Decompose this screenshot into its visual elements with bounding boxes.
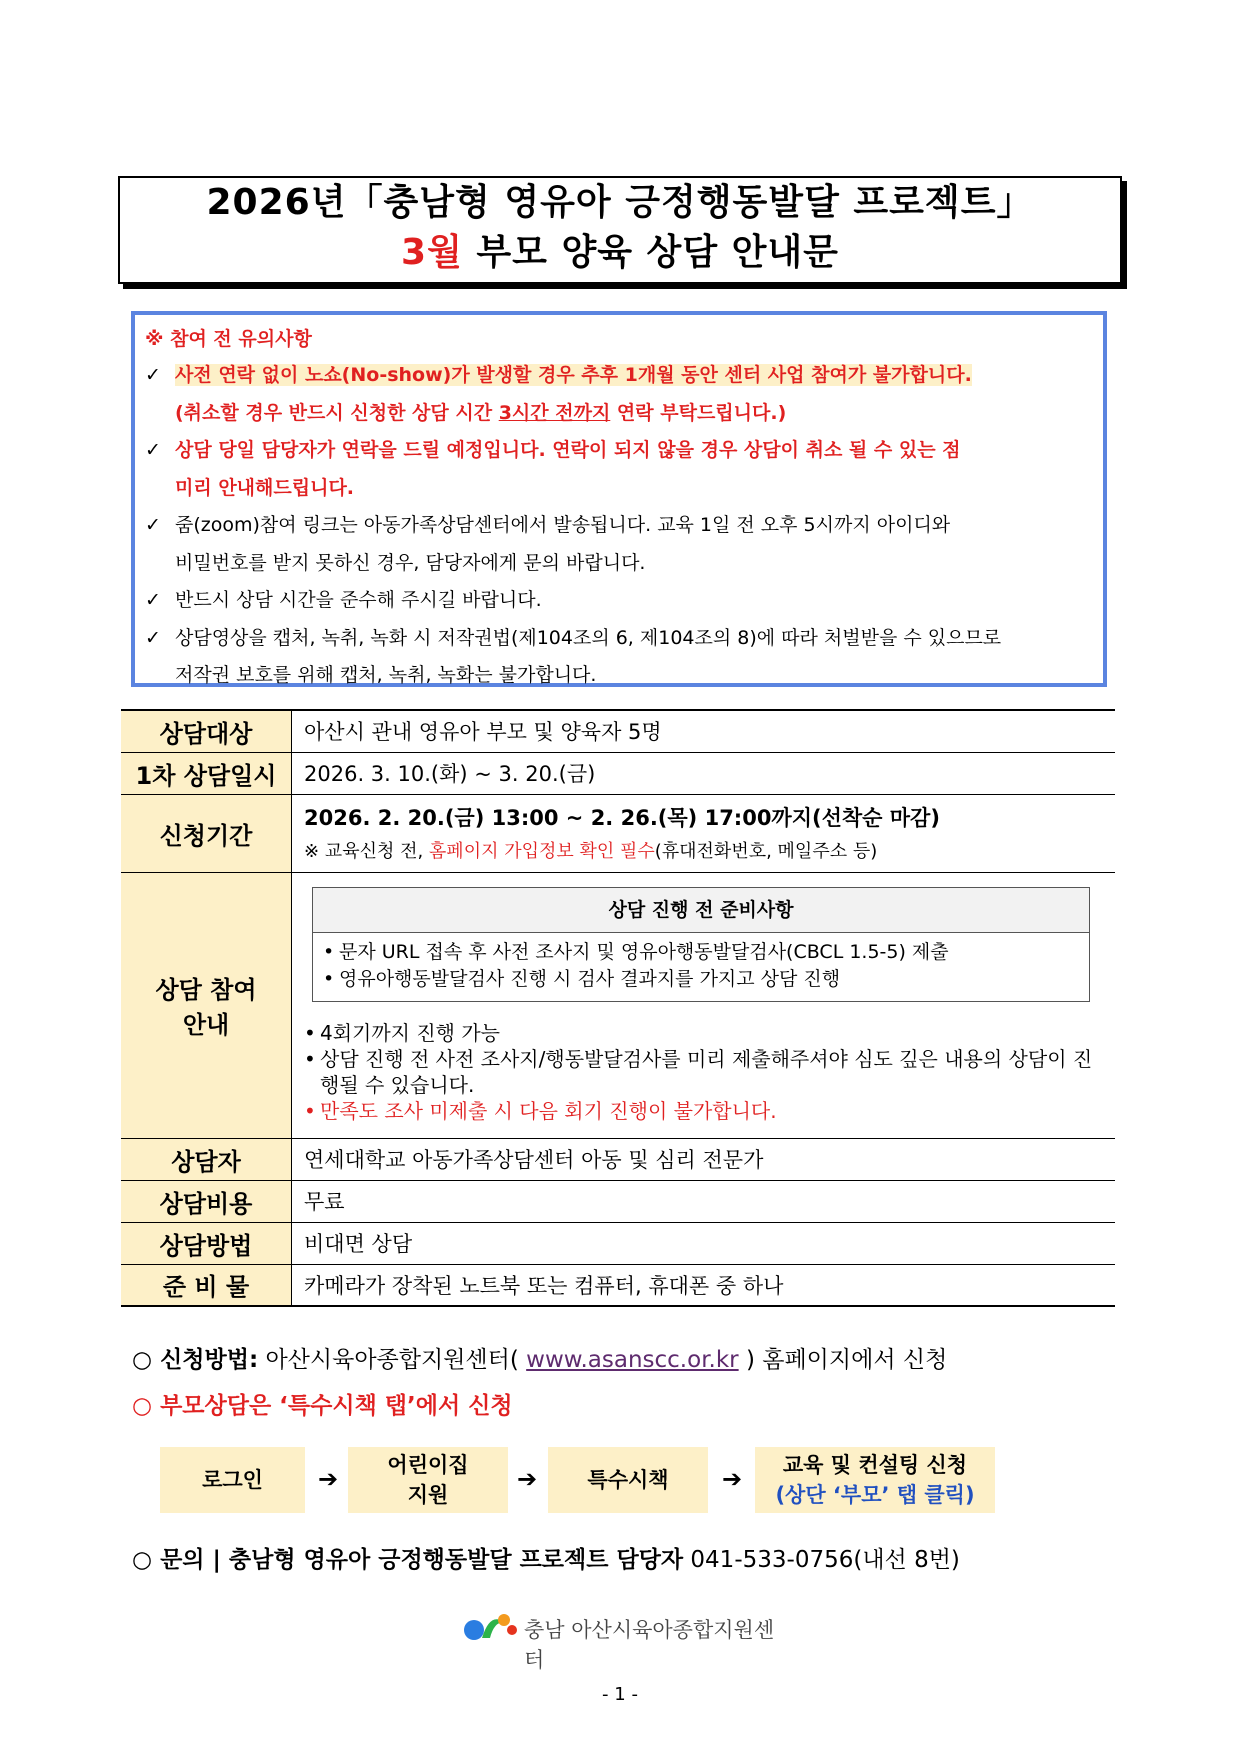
website-link[interactable]: www.asanscc.or.kr	[526, 1347, 739, 1373]
notice-item-time	[145, 582, 1093, 620]
notice-item-zoom-cont	[145, 545, 1093, 583]
check-icon: ✓	[145, 439, 161, 461]
org-name: 충남 아산시육아종합지원센터	[524, 1618, 775, 1672]
apply-method	[132, 1342, 947, 1378]
flow-step-daycare	[348, 1447, 508, 1513]
guide-label-line-1: 상담 참여	[155, 976, 257, 1004]
check-icon: ✓	[145, 364, 161, 386]
notice-box	[131, 311, 1107, 687]
row-label-fee: 상담비용	[121, 1180, 292, 1222]
row-value-counselor: 연세대학교 아동가족상담센터 아동 및 심리 전문가	[292, 1138, 1116, 1180]
contact-label: ○ 문의 | 충남형 영유아 긍정행동발달 프로젝트 담당자	[132, 1547, 684, 1573]
notice-text: (취소할 경우 반드시 신청한 상담 시간	[175, 401, 499, 424]
row-label-counselor: 상담자	[121, 1138, 292, 1180]
flow-step-label: 지원	[407, 1483, 449, 1507]
table-row	[121, 1264, 1115, 1306]
prep-item: • 영유아행동발달검사 진행 시 검사 결과지를 가지고 상담 진행	[323, 966, 1079, 993]
arrow-right-icon: ➔	[318, 1465, 339, 1493]
prep-box	[312, 887, 1090, 1002]
org-emblem-icon	[460, 1608, 520, 1648]
contact-line	[132, 1542, 960, 1578]
flow-step-label: 어린이집	[387, 1453, 469, 1477]
notice-text-underlined: 3시간 전까지	[498, 401, 611, 424]
prep-title: 상담 진행 전 준비사항	[313, 888, 1089, 933]
notice-item-noshow	[145, 357, 1093, 395]
flow-step-login	[160, 1447, 305, 1513]
row-label-method: 상담방법	[121, 1222, 292, 1264]
row-value-method: 비대면 상담	[292, 1222, 1116, 1264]
notice-text: 비밀번호를 받지 못하신 경우, 담당자에게 문의 바랍니다.	[175, 551, 646, 574]
notice-heading: ※ 참여 전 유의사항	[145, 328, 312, 350]
notice-item-contact	[145, 432, 1093, 470]
org-logo	[460, 1608, 790, 1672]
guide-item-warning: • 만족도 조사 미제출 시 다음 회기 진행이 불가합니다.	[304, 1098, 1105, 1124]
notice-text: 줌(zoom)참여 링크는 아동가족상담센터에서 발송됩니다. 교육 1일 전 오후 5시까지 아이디와	[175, 514, 951, 536]
period-value: 2026. 2. 20.(금) 13:00 ~ 2. 26.(목) 17:00까지(선착순 마감)	[304, 806, 940, 830]
notice-text: 사전 연락 없이 노쇼(No-show)가 발생할 경우 추후 1개월 동안 센터 사업 참여가 불가합니다.	[175, 364, 972, 386]
notice-text: 상담 당일 담당자가 연락을 드릴 예정입니다. 연락이 되지 않을 경우 상담이 취소 될 수 있는 점	[175, 439, 961, 461]
row-value-date: 2026. 3. 10.(화) ~ 3. 20.(금)	[292, 752, 1116, 794]
period-note-red: 홈페이지 가입정보 확인 필수	[428, 841, 655, 862]
info-table	[121, 709, 1115, 1307]
row-value-guide	[292, 872, 1116, 1138]
title-line-1: 2026년「충남형 영유아 긍정행동발달 프로젝트」	[206, 182, 1034, 223]
guide-list	[292, 1002, 1115, 1134]
row-value-fee: 무료	[292, 1180, 1116, 1222]
row-label-date: 1차 상담일시	[121, 752, 292, 794]
notice-text: 반드시 상담 시간을 준수해 주시길 바랍니다.	[175, 589, 542, 611]
apply-method-label: ○ 신청방법:	[132, 1347, 259, 1373]
contact-phone: 041-533-0756(내선 8번)	[683, 1547, 960, 1573]
title-box	[118, 176, 1122, 284]
check-icon: ✓	[145, 626, 161, 649]
period-note-pre: ※ 교육신청 전,	[304, 841, 429, 862]
apply-tab-note: ○ 부모상담은 ‘특수시책 탭’에서 신청	[132, 1393, 513, 1419]
guide-item: • 4회기까지 진행 가능	[304, 1020, 1105, 1046]
table-row	[121, 1222, 1115, 1264]
notice-item-contact-cont	[145, 470, 1093, 508]
title-month: 3월	[401, 232, 463, 273]
notice-text: 연락 부탁드립니다.)	[610, 401, 787, 424]
flow-step-education	[755, 1447, 995, 1513]
flow-step-sublabel: (상단 ‘부모’ 탭 클릭)	[775, 1483, 975, 1507]
notice-item-zoom	[145, 507, 1093, 545]
period-note-post: (휴대전화번호, 메일주소 등)	[654, 841, 878, 862]
table-row	[121, 752, 1115, 794]
check-icon: ✓	[145, 514, 161, 536]
apply-method-text: 아산시육아종합지원센터(	[258, 1347, 527, 1373]
title-line-2	[120, 228, 1120, 278]
row-value-period	[292, 794, 1116, 872]
flow-step-label: 로그인	[202, 1468, 263, 1492]
flow-step-label: 특수시책	[587, 1468, 669, 1492]
period-note	[304, 837, 1115, 867]
table-row	[121, 794, 1115, 872]
prep-body	[313, 933, 1089, 1001]
table-row	[121, 872, 1115, 1138]
notice-item-cancel	[145, 395, 1093, 433]
guide-label-line-2: 안내	[182, 1011, 230, 1039]
arrow-right-icon: ➔	[722, 1465, 743, 1493]
row-label-target: 상담대상	[121, 710, 292, 752]
table-row	[121, 1138, 1115, 1180]
prep-item: • 문자 URL 접속 후 사전 조사지 및 영유아행동발달검사(CBCL 1.5-5) 제출	[323, 939, 1079, 966]
apply-method-text-post: ) 홈페이지에서 신청	[738, 1347, 948, 1373]
row-label-guide	[121, 872, 292, 1138]
flow-step-label: 교육 및 컨설팅 신청	[782, 1453, 968, 1477]
row-value-target: 아산시 관내 영유아 부모 및 양육자 5명	[292, 710, 1116, 752]
table-row	[121, 710, 1115, 752]
row-label-supplies: 준 비 물	[121, 1264, 292, 1306]
notice-text: 미리 안내해드립니다.	[175, 476, 355, 499]
arrow-right-icon: ➔	[517, 1465, 538, 1493]
row-value-supplies: 카메라가 장착된 노트북 또는 컴퓨터, 휴대폰 중 하나	[292, 1264, 1116, 1306]
guide-item: • 상담 진행 전 사전 조사지/행동발달검사를 미리 제출해주셔야 심도 깊은 내용의 상담이 진행될 수 있습니다.	[304, 1046, 1105, 1098]
title-subtitle: 부모 양육 상담 안내문	[462, 232, 839, 273]
notice-item-copyright	[145, 620, 1093, 658]
page-number: - 1 -	[602, 1684, 638, 1705]
check-icon: ✓	[145, 589, 161, 611]
notice-text: 저작권 보호를 위해 캡처, 녹취, 녹화는 불가합니다.	[175, 664, 597, 686]
flow-step-special	[548, 1447, 708, 1513]
notice-text: 상담영상을 캡처, 녹취, 녹화 시 저작권법(제104조의 6, 제104조의 8)에 따라 처벌받을 수 있으므로	[175, 626, 1002, 649]
row-label-period: 신청기간	[121, 794, 292, 872]
notice-item-copyright-cont	[145, 657, 1093, 695]
table-row	[121, 1180, 1115, 1222]
